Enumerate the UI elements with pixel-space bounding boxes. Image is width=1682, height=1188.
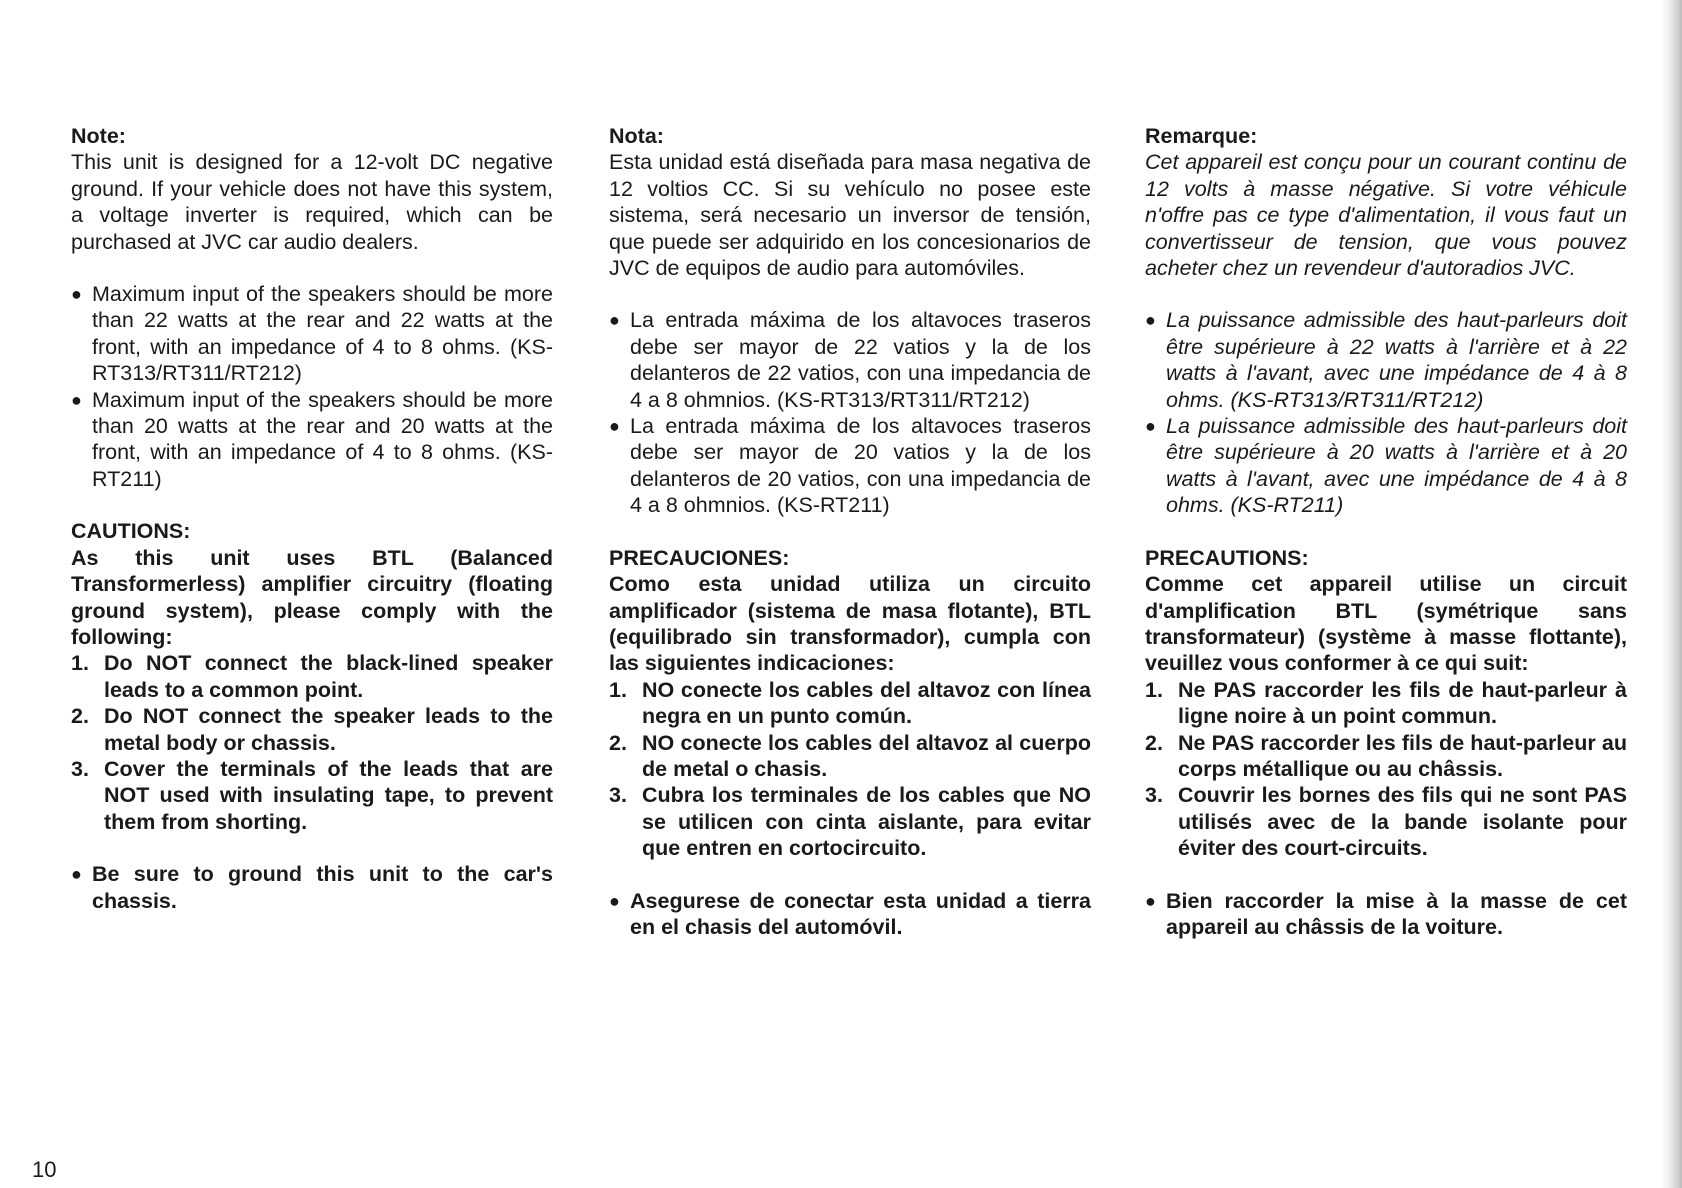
list-item: ● La puissance admissible des haut-parleurs doit être supérieure à 20 watts à l'arrière et à 20 watts à l'avant, avec une impédance de 4 à 8 ohms. (KS-RT211) xyxy=(1145,414,1627,518)
cautions-steps xyxy=(71,650,553,835)
french-column xyxy=(1145,123,1627,940)
step-item: 2. NO conecte los cables del altavoz al cuerpo de metal o chasis. xyxy=(609,730,1091,781)
list-item: ● La entrada máxima de los altavoces traseros debe ser mayor de 22 vatios y la de los delanteros de 22 vatios, con una impedancia de 4 a 8 ohmnios. (KS-RT313/RT311/RT212) xyxy=(609,308,1091,412)
cautions-intro: Comme cet appareil utilise un circuit d'amplification BTL (symétrique sans transformateur) (système à masse flottante), veuillez vous conformer à ce qui suit: xyxy=(1145,572,1627,676)
list-item: ● Bien raccorder la mise à la masse de cet appareil au châssis de la voiture. xyxy=(1145,888,1627,939)
list-item: ● La puissance admissible des haut-parleurs doit être supérieure à 22 watts à l'arrière et à 22 watts à l'avant, avec une impédance de 4 à 8 ohms. (KS-RT313/RT311/RT212) xyxy=(1145,308,1627,412)
page-number: 10 xyxy=(32,1157,57,1182)
english-column xyxy=(71,123,553,914)
step-item: 3. Cover the terminals of the leads that are NOT used with insulating tape, to prevent them from shorting. xyxy=(71,756,553,834)
step-item: 2. Ne PAS raccorder les fils de haut-parleur au corps métallique ou au châssis. xyxy=(1145,730,1627,781)
bullet-icon: ● xyxy=(1145,416,1156,437)
ground-note-list xyxy=(1145,888,1627,941)
cautions-heading: CAUTIONS: xyxy=(71,519,191,544)
bullet-icon: ● xyxy=(71,389,82,410)
step-item: 3. Couvrir les bornes des fils qui ne sont PAS utilisés avec de la bande isolante pour éviter des court-circuits. xyxy=(1145,783,1627,861)
note-text: Cet appareil est conçu pour un courant continu de 12 volts à masse négative. Si votre véhicule n'offre pas ce type d'alimentation, il vous faut un convertisseur de tension, que vous pouvez acheter chez un revendeur d'autoradios JVC. xyxy=(1145,150,1627,281)
note-heading: Note: xyxy=(71,124,126,148)
list-item: ● Maximum input of the speakers should be more than 22 watts at the rear and 22 watts at the front, with an impedance of 4 to 8 ohms. (KS-RT313/RT311/RT212) xyxy=(71,282,553,386)
cautions-intro: Como esta unidad utiliza un circuito amplificador (sistema de masa flotante), BTL (equilibrado sin transformador), cumpla con las siguientes indicaciones: xyxy=(609,572,1091,676)
speaker-input-list xyxy=(1145,307,1627,518)
ground-note-list xyxy=(71,861,553,914)
bullet-icon: ● xyxy=(609,890,620,911)
note-heading: Remarque: xyxy=(1145,124,1258,148)
cautions-steps xyxy=(609,677,1091,862)
cautions-heading: PRECAUTIONS: xyxy=(1145,545,1309,570)
speaker-input-list xyxy=(609,307,1091,518)
step-item: 1. Do NOT connect the black-lined speaker leads to a common point. xyxy=(71,651,553,702)
bullet-icon: ● xyxy=(71,864,82,885)
note-text: This unit is designed for a 12-volt DC negative ground. If your vehicle does not have this system, a voltage inverter is required, which can be purchased at JVC car audio dealers. xyxy=(71,150,553,254)
step-item: 1. Ne PAS raccorder les fils de haut-parleur à ligne noire à un point commun. xyxy=(1145,677,1627,729)
bullet-icon: ● xyxy=(1145,310,1156,331)
bullet-icon: ● xyxy=(1145,890,1156,911)
page-edge-shadow xyxy=(1660,0,1682,1188)
spanish-column xyxy=(609,123,1091,940)
speaker-input-list xyxy=(71,281,553,492)
bullet-icon: ● xyxy=(71,284,82,305)
cautions-heading: PRECAUCIONES: xyxy=(609,545,790,570)
bullet-icon: ● xyxy=(609,416,620,437)
list-item: ● Maximum input of the speakers should be more than 20 watts at the rear and 20 watts at the front, with an impedance of 4 to 8 ohms. (KS-RT211) xyxy=(71,387,553,491)
step-item: 2. Do NOT connect the speaker leads to the metal body or chassis. xyxy=(71,704,553,755)
step-item: 3. Cubra los terminales de los cables que NO se utilicen con cinta aislante, para evitar que entren en cortocircuito. xyxy=(609,783,1091,861)
list-item: ● Be sure to ground this unit to the car's chassis. xyxy=(71,862,553,913)
list-item: ● La entrada máxima de los altavoces traseros debe ser mayor de 20 vatios y la de los delanteros de 20 vatios, con una impedancia de 4 a 8 ohmnios. (KS-RT211) xyxy=(609,414,1091,518)
note-heading: Nota: xyxy=(609,124,664,148)
list-item: ● Asegurese de conectar esta unidad a tierra en el chasis del automóvil. xyxy=(609,888,1091,939)
bullet-icon: ● xyxy=(609,310,620,331)
ground-note-list xyxy=(609,888,1091,941)
cautions-steps xyxy=(1145,677,1627,862)
step-item: 1. NO conecte los cables del altavoz con línea negra en un punto común. xyxy=(609,677,1091,729)
cautions-intro: As this unit uses BTL (Balanced Transformerless) amplifier circuitry (floating ground system), please comply with the following: xyxy=(71,545,553,649)
note-text: Esta unidad está diseñada para masa negativa de 12 voltios CC. Si su vehículo no posee este sistema, será necesario un inversor de tensión, que puede ser adquirido en los concesionarios de JVC de equipos de audio para automóviles. xyxy=(609,150,1091,281)
